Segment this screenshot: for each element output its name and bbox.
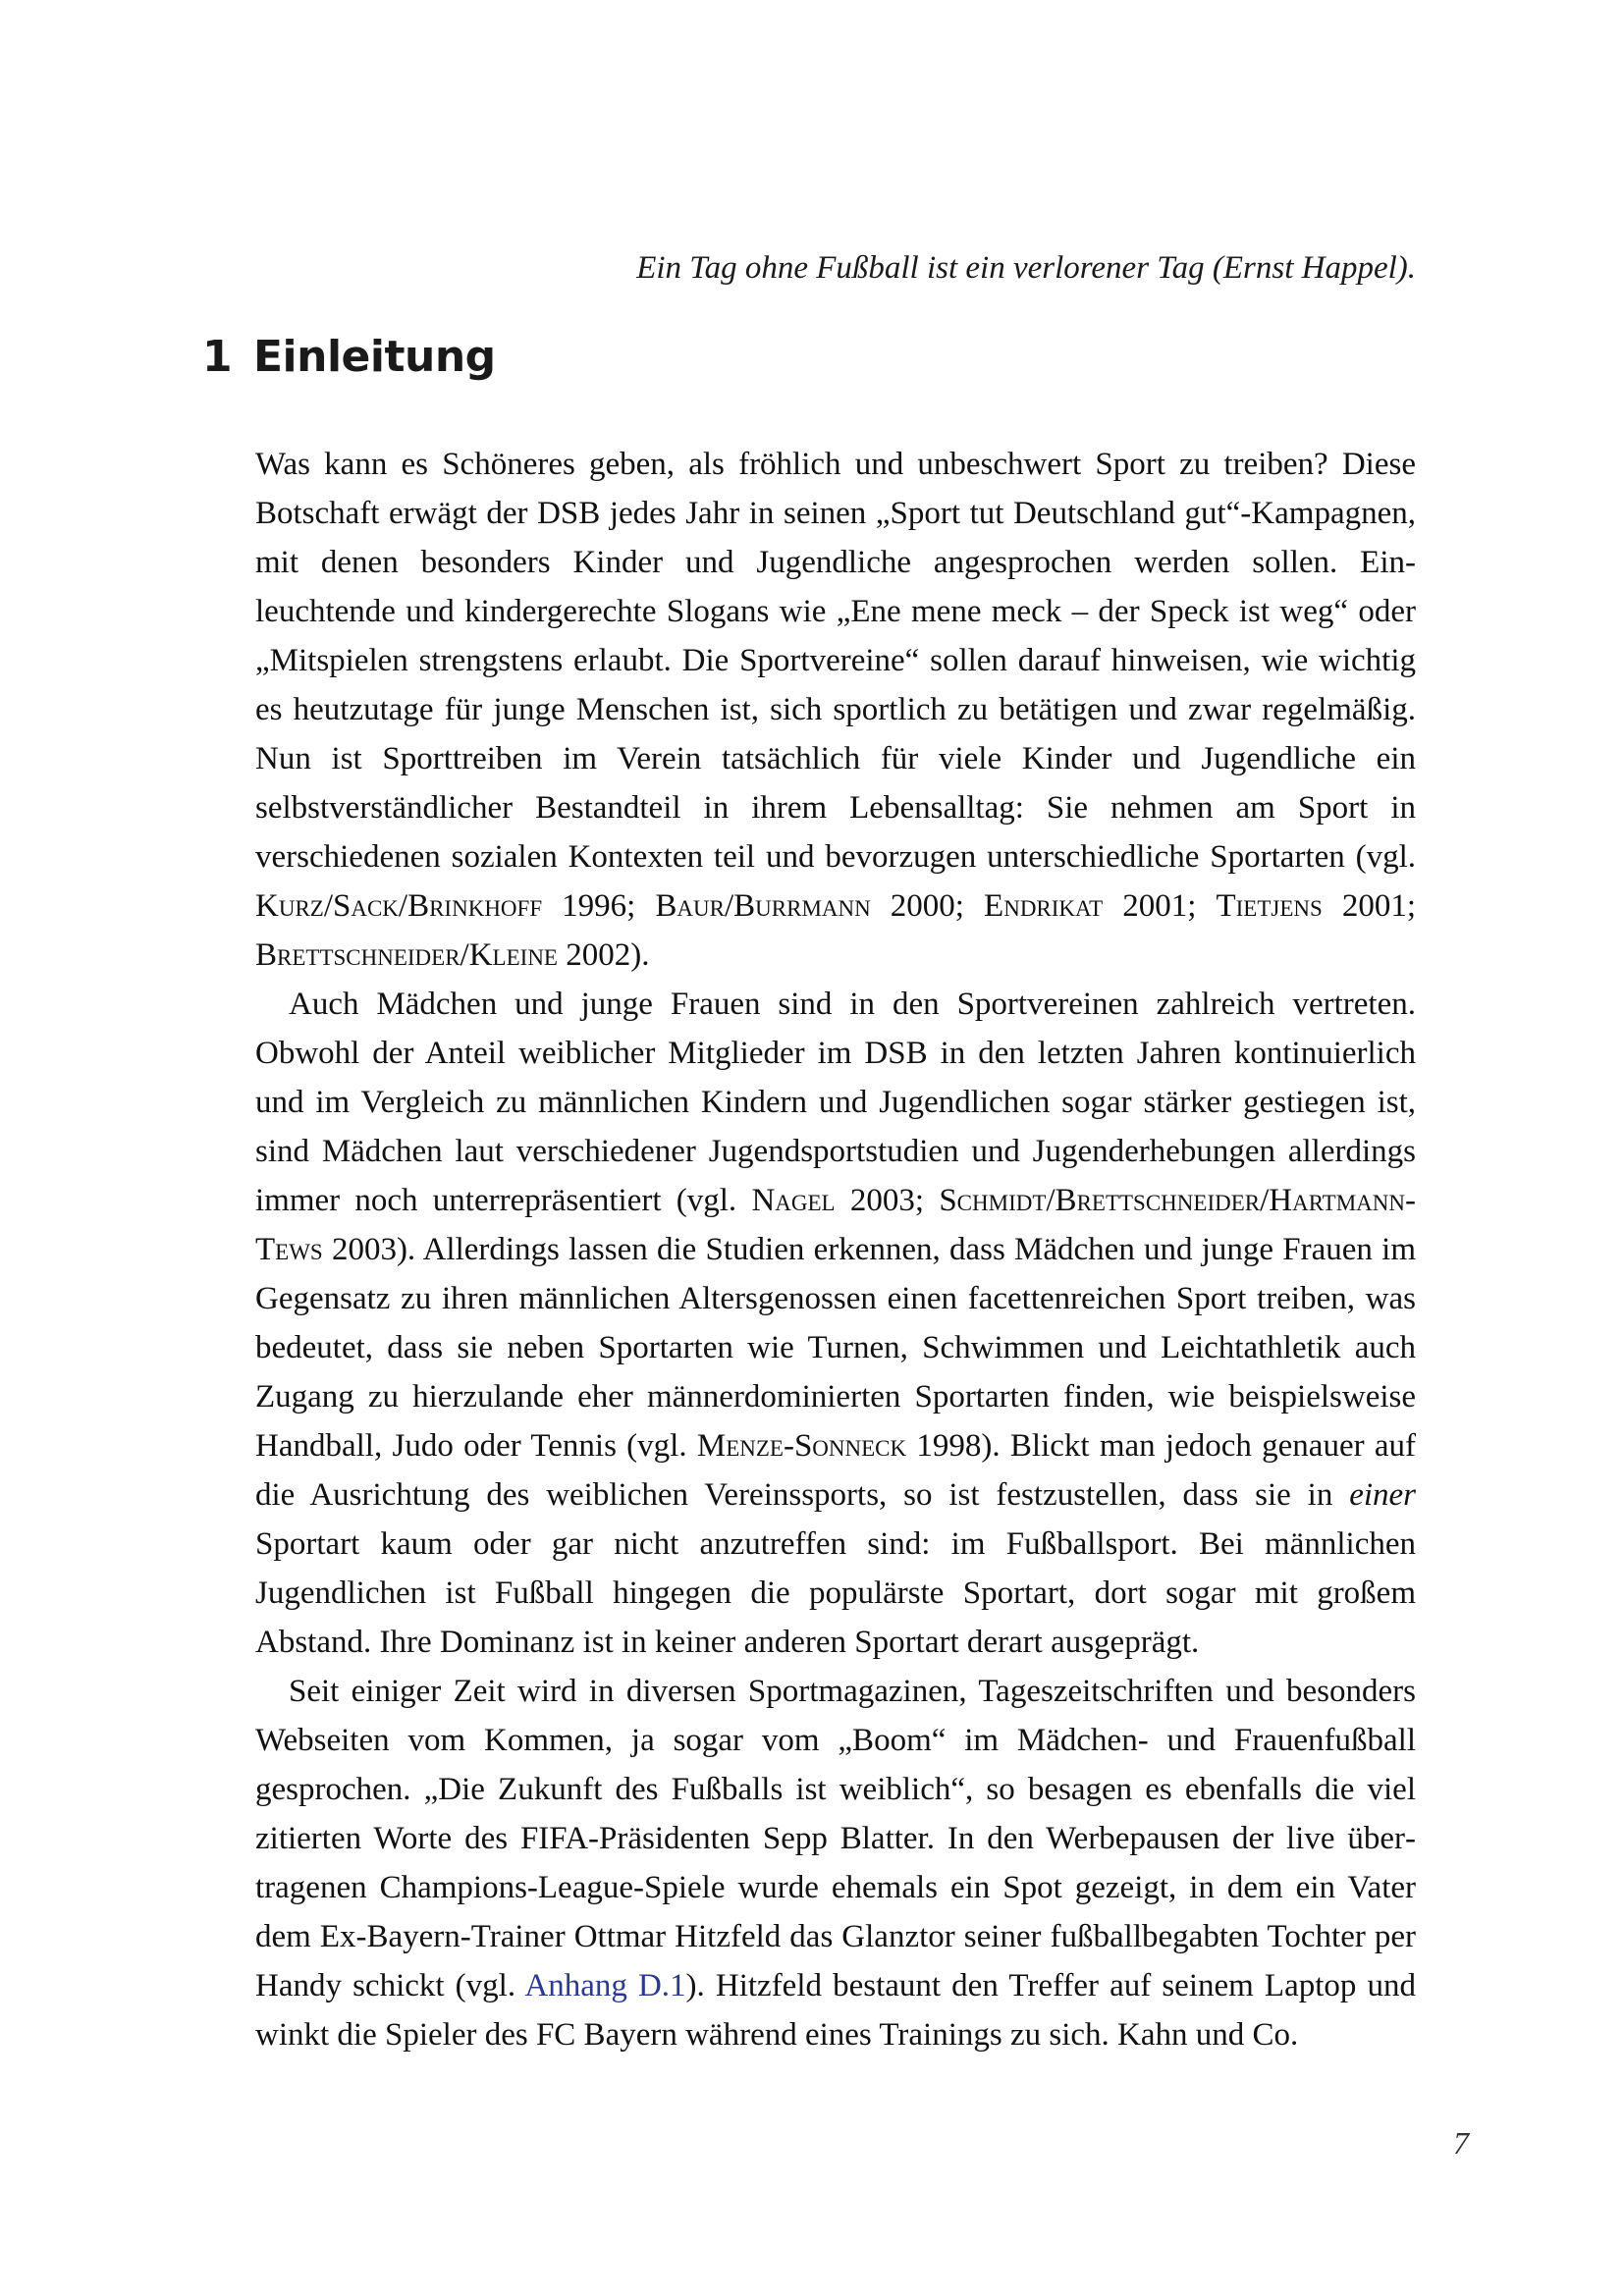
- paragraph-text: 2000;: [870, 888, 985, 924]
- paragraph-text: Sportart kaum oder gar nicht anzutreffen sind: im Fußballsport. Bei männlichen Jugendlichen ist Fußball hingegen die populärste Sportart, dort sogar mit großem Abstand. Ihre Dominanz ist in keiner anderen Sportart derart ausgeprägt.: [255, 1526, 1416, 1660]
- citation-author: Baur/Burrmann: [655, 888, 871, 924]
- paragraph-3: [255, 1667, 1416, 2059]
- citation-author: Schmidt/Brettschneider/Hartmann-Tews: [255, 1183, 1417, 1267]
- citation-author: Endrikat: [984, 888, 1104, 924]
- body-text: [255, 440, 1416, 2059]
- paragraph-text: ). Hitzfeld bestaunt den Treffer auf seinem Laptop und winkt die Spieler des FC Bayern während eines Trainings zu sich. Kahn und Co.: [255, 1968, 1416, 2053]
- paragraph-text: 2001;: [1103, 888, 1217, 924]
- citation-author: Menze-Sonneck: [696, 1428, 907, 1464]
- paragraph-text: Auch Mädchen und junge Frauen sind in den Sportvereinen zahlreich vertreten. Obwohl der Anteil weiblicher Mitglieder im DSB in den letzten Jahren kontinuierlich und im Vergleich zu männlichen Kindern und Jugendlichen sogar stärker gestiegen ist, sind Mädchen laut verschiedener Jugendsportstudien und Jugenderhebungen allerdings immer noch unterrepräsentiert (vgl.: [255, 987, 1416, 1218]
- appendix-link[interactable]: Anhang D.1: [524, 1968, 686, 2003]
- paragraph-1: [255, 440, 1416, 980]
- chapter-number: 1: [202, 332, 233, 382]
- paragraph-text: Seit einiger Zeit wird in diversen Sportmagazinen, Tageszeitschriften und besonders Webseiten vom Kommen, ja sogar vom „Boom“ im Mädchen- und Frauenfußball gesprochen. „Die Zukunft des Fußballs ist weiblich“, so besagen es ebenfalls die viel zitierten Worte des FIFA-Präsidenten Sepp Blatter. In den Werbepausen der live übertragenen Champions-League-Spiele wurde ehemals ein Spot gezeigt, in dem ein Vater dem Ex-Bayern-Trainer Ottmar Hitzfeld das Glanztor seiner fußballbegabten Tochter per Handy schickt (vgl.: [255, 1674, 1416, 2003]
- paragraph-text: 1996;: [542, 888, 656, 924]
- citation-author: Tietjens: [1216, 888, 1323, 924]
- paragraph-2: [255, 980, 1416, 1667]
- epigraph-quote: Ein Tag ohne Fußball ist ein verlorener Tag (Ernst Happel).: [636, 250, 1416, 286]
- citation-author: Brettschneider/Kleine: [255, 937, 558, 973]
- emphasis-text: einer: [1349, 1477, 1416, 1513]
- page-number: 7: [1453, 2125, 1469, 2161]
- paragraph-text: 2001;: [1322, 888, 1417, 924]
- paragraph-text: 2003;: [835, 1183, 940, 1218]
- chapter-title: Einleitung: [253, 332, 496, 382]
- citation-author: Nagel: [751, 1183, 836, 1218]
- paragraph-text: 2003). Allerdings lassen die Studien erkennen, dass Mädchen und junge Frauen im Gegensatz zu ihren männlichen Altersgenossen einen facettenreichen Sport treiben, was bedeutet, dass sie neben Sportarten wie Turnen, Schwimmen und Leichtathletik auch Zugang zu hierzulande eher männerdominierten Sportarten finden, wie beispielsweise Handball, Judo oder Tennis (vgl.: [255, 1232, 1416, 1464]
- chapter-heading: [202, 332, 496, 382]
- citation-author: Kurz/Sack/Brinkhoff: [255, 888, 543, 924]
- paragraph-text: 2002).: [557, 937, 650, 973]
- paragraph-text: Was kann es Schöneres geben, als fröhlich und unbeschwert Sport zu treiben? Diese Botschaft erwägt der DSB jedes Jahr in seinen „Sport tut Deutschland gut“-Kampagnen, mit denen besonders Kinder und Jugendliche angesprochen werden sollen. Einleuchtende und kindergerechte Slogans wie „Ene mene meck – der Speck ist weg“ oder „Mitspielen strengstens erlaubt. Die Sportvereine“ sollen darauf hinweisen, wie wichtig es heutzutage für junge Menschen ist, sich sportlich zu betätigen und zwar regelmäßig. Nun ist Sporttreiben im Verein tatsächlich für viele Kinder und Jugendliche ein selbstverständlicher Bestandteil in ihrem Lebensalltag: Sie nehmen am Sport in verschiedenen sozialen Kontexten teil und bevorzugen unterschiedliche Sportarten (vgl.: [255, 447, 1416, 875]
- paragraph-text: 1998). Blickt man jedoch genauer auf die Ausrichtung des weiblichen Vereinssports, so ist festzustellen, dass sie in: [255, 1428, 1416, 1513]
